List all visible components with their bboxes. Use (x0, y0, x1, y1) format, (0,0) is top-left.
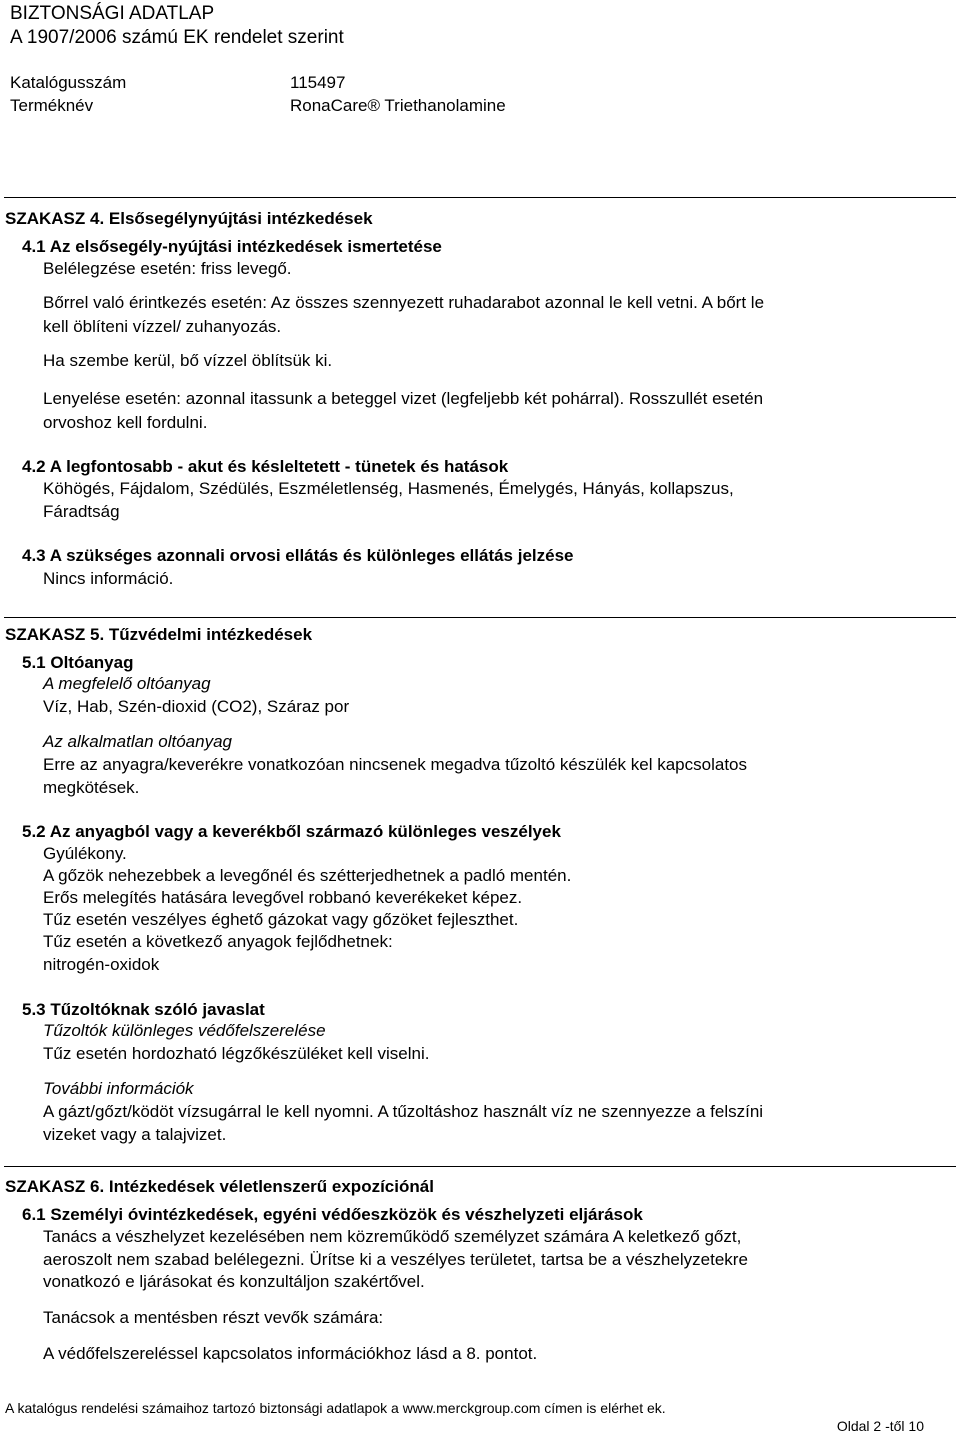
product-name-label: Terméknév (10, 96, 94, 115)
symptoms-text-line2: Fáradtság (43, 502, 120, 521)
section-6-title: SZAKASZ 6. Intézkedések véletlenszerű expozíciónál (5, 1177, 434, 1196)
non-emergency-text-line1: Tanács a vészhelyzet kezelésében nem közreműködő személyzet számára A keletkező gőzt, (43, 1227, 742, 1246)
section-divider (4, 1166, 956, 1167)
hazard-line: Tűz esetén veszélyes éghető gázokat vagy gőzöket fejleszthet. (43, 910, 519, 929)
firefighter-equipment-label: Tűzoltók különleges védőfelszerelése (43, 1021, 326, 1040)
hazard-line: A gőzök nehezebbek a levegőnél és szétterjedhetnek a padló mentén. (43, 866, 572, 885)
further-info-label: További információk (43, 1079, 194, 1098)
product-name-value: RonaCare® Triethanolamine (290, 96, 506, 115)
emergency-responders-text: Tanácsok a mentésben részt vevők számára: (43, 1308, 384, 1327)
suitable-media-label: A megfelelő oltóanyag (43, 674, 211, 693)
further-info-text-line2: vizeket vagy a talajvizet. (43, 1125, 227, 1144)
catalog-number-label: Katalógusszám (10, 73, 127, 92)
firefighter-equipment-text: Tűz esetén hordozható légzőkészüléket kell viselni. (43, 1044, 430, 1063)
section-5-title: SZAKASZ 5. Tűzvédelmi intézkedések (5, 625, 313, 644)
further-info-text-line1: A gázt/gőzt/ködöt vízsugárral le kell nyomni. A tűzoltáshoz használt víz ne szennyezze a felszíni (43, 1102, 764, 1121)
section-4-title: SZAKASZ 4. Elsősegélynyújtási intézkedések (5, 209, 373, 228)
subsection-4-1-heading: 4.1 Az elsősegély-nyújtási intézkedések ismertetése (22, 237, 442, 256)
subsection-4-2-heading: 4.2 A legfontosabb - akut és késleltetett - tünetek és hatások (22, 457, 509, 476)
skin-contact-text-line1: Bőrrel való érintkezés esetén: Az összes szennyezett ruhadarabot azonnal le kell vetni. A bőrt le (43, 293, 765, 312)
page-number: Oldal 2 -től 10 (836, 1418, 924, 1434)
suitable-media-text: Víz, Hab, Szén-dioxid (CO2), Száraz por (43, 697, 350, 716)
subsection-5-3-heading: 5.3 Tűzoltóknak szóló javaslat (22, 1000, 265, 1019)
medical-attention-text: Nincs információ. (43, 569, 174, 588)
symptoms-text-line1: Köhögés, Fájdalom, Szédülés, Eszméletlenség, Hasmenés, Émelygés, Hányás, kollapszus, (43, 479, 734, 498)
eye-contact-text: Ha szembe kerül, bő vízzel öblítsük ki. (43, 351, 333, 370)
subsection-5-1-heading: 5.1 Oltóanyag (22, 653, 134, 672)
subsection-4-3-heading: 4.3 A szükséges azonnali orvosi ellátás és különleges ellátás jelzése (22, 546, 574, 565)
hazard-line: Tűz esetén a következő anyagok fejlődhetnek: (43, 932, 393, 951)
non-emergency-text-line3: vonatkozó e ljárásokat és konzultáljon szakértővel. (43, 1272, 425, 1291)
non-emergency-text-line2: aeroszolt nem szabad belélegezni. Ürítse ki a veszélyes területet, tartsa be a vészhelyzetekre (43, 1250, 748, 1269)
section-divider (4, 617, 956, 618)
ingestion-text-line2: orvoshoz kell fordulni. (43, 413, 208, 432)
unsuitable-media-text-line2: megkötések. (43, 778, 140, 797)
hazard-line: Erős melegítés hatására levegővel robbanó keverékeket képez. (43, 888, 523, 907)
skin-contact-text-line2: kell öblíteni vízzel/ zuhanyozás. (43, 317, 282, 336)
hazard-line: nitrogén-oxidok (43, 955, 160, 974)
catalog-number-value: 115497 (290, 73, 346, 92)
footer-note: A katalógus rendelési számaihoz tartozó biztonsági adatlapok a www.merckgroup.com címen is elérhet ek. (5, 1400, 666, 1416)
protective-equipment-text: A védőfelszereléssel kapcsolatos információkhoz lásd a 8. pontot. (43, 1344, 538, 1363)
section-divider (4, 197, 956, 198)
unsuitable-media-label: Az alkalmatlan oltóanyag (43, 732, 233, 751)
subsection-6-1-heading: 6.1 Személyi óvintézkedések, egyéni védőeszközök és vészhelyzeti eljárások (22, 1205, 643, 1224)
subsection-5-2-heading: 5.2 Az anyagból vagy a keverékből származó különleges veszélyek (22, 822, 561, 841)
document-title: BIZTONSÁGI ADATLAP (10, 3, 215, 24)
ingestion-text-line1: Lenyelése esetén: azonnal itassunk a beteggel vizet (legfeljebb két pohárral). Rosszullét esetén (43, 389, 764, 408)
hazard-line: Gyúlékony. (43, 844, 127, 863)
inhalation-text: Belélegzése esetén: friss levegő. (43, 259, 292, 278)
unsuitable-media-text-line1: Erre az anyagra/keverékre vonatkozóan nincsenek megadva tűzoltó készülék kel kapcsolatos (43, 755, 747, 774)
regulation-line: A 1907/2006 számú EK rendelet szerint (10, 27, 344, 48)
